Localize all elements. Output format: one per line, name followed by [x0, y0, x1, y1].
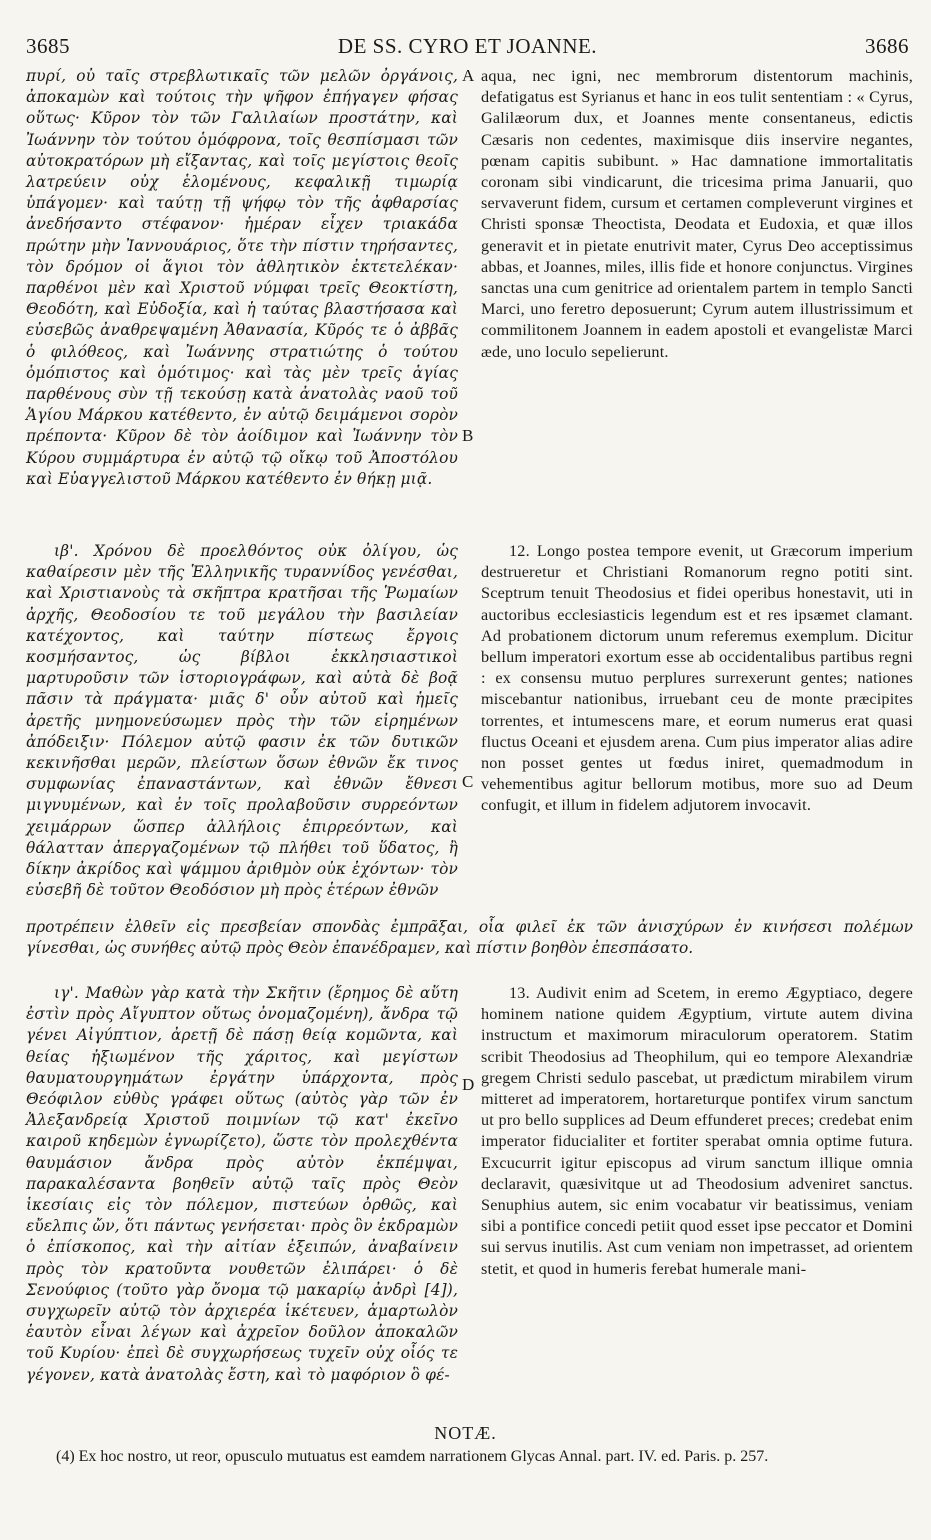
greek-column-section-2 — [26, 541, 458, 901]
margin-letter-a: A — [462, 66, 475, 85]
greek-column-section-3 — [26, 983, 458, 1386]
page-number-left: 3685 — [26, 34, 70, 58]
page-number-right: 3686 — [865, 34, 909, 58]
latin-paragraph: aqua, nec igni, nec membrorum distentorum machinis, defatigatus est Syrianus et hanc in eos tulit sententiam : « Cyrus, Galilæorum dux, et Joannes mente consentaneus, edictis Cæsaris non cedentes, maximisque diis inservire negantes, pœnam capitis subibunt. » Hac damnatione immortalitatis coronam sibi vindicarunt, die tricesima prima Januarii, quo servaverunt fidem, cursum et certamen compleverunt virgines et Christi sponsæ Theoctista, Deodata et Eudoxia, et quæ illos generavit et in pietate enutrivit mater, Cyrus Deo acceptissimus abbas, et Joannes, miles, illis fide et honore conjunctus. Virgines sanctas una cum genitrice ad orientalem partem in templo Sancti Marci, uno feretro deposuerunt; Cyrum autem illustrissimum et commilitonem Joannem in eadem apostoli et evangelistæ Marci æde, uno loculo sepelierunt. — [481, 67, 913, 361]
greek-column-section-1 — [26, 66, 458, 490]
greek-spanning-lines: προτρέπειν ἐλθεῖν εἰς πρεσβείαν σπονδὰς ἐμπρᾶξαι, οἷα φιλεῖ ἐκ τῶν ἀνισχύρων ἐν κινήσεσι πολέμων γίνεσθαι, ὡς συνήθες αὐτῷ πρὸς Θεὸν ἐπανέδραμεν, καὶ πίστιν βοηθὸν ἐπεσπάσατο. — [26, 918, 913, 958]
footnote: (4) Ex hoc nostro, ut reor, opusculo mutuatus est eamdem narrationem Glycas Annal. part. IV. ed. Paris. p. 257. — [56, 1448, 769, 1465]
margin-letter-d: D — [462, 1075, 475, 1094]
margin-letter-b: B — [462, 426, 474, 445]
latin-paragraph: 13. Audivit enim ad Scetem, in eremo Ægyptiaco, degere hominem natione quidem Ægyptium, virtute autem divina instructum et maximorum miraculorum operatorem. Statim scribit Theodosius ad Theophilum, qui eo tempore Alexandriæ gregem Christi sedulo pascebat, ut prædictum mirabilem virum mitteret ad imperatorem, hortareturque pontifex virum sanctum ut pro bello supplices ad Deum effunderet preces; credebat enim imperator fiducialiter et fortiter sperabat omnia optime futura. Excucurrit igitur episcopus ad virum sanctum illique omnia declaravit, quæsivitque ut ad Theodosium adveniret sanctus. Senuphius autem, sic enim vocabatur vir beatissimus, veniam sibi a pontifice concedi petiit quod esset ipse peccator et Domini sui servus inutilis. Ast cum veniam non impetrasset, ad orientem stetit, et quod in humeris ferebat humerale mani- — [481, 984, 913, 1278]
greek-paragraph: πυρί, οὐ ταῖς στρεβλωτικαῖς τῶν μελῶν ὀργάνοις, ἀποκαμὼν καὶ τούτοις τὴν ψῆφον ἐπήγαγεν φήσας οὕτως· Κῦρον τὸν τῶν Γαλιλαίων προστάτην, καὶ Ἰωάννην τὸν τούτου ὁμόφρονα, τοῖς θεσπίσμασι τῶν αὐτοκρατόρων μὴ εἴξαντας, καὶ τοῖς μεγίστοις θεοῖς λατρεύειν οὐχ ἑλομένους, κεφαλικῇ τιμωρίᾳ ὑπάγομεν· καὶ ταύτῃ τῇ ψήφῳ τὸν τῆς ἀφθαρσίας ἀνεδήσαντο στέφανον· ἡμέραν εἶχεν τριακάδα πρώτην μὴν Ἰαννουάριος, ὅτε τὴν πίστιν τηρήσαντες, τὸν δρόμον οἱ ἅγιοι τὸν ἀθλητικὸν ἐκτετελέκαν· παρθένοι μὲν καὶ Χριστοῦ νύμφαι τρεῖς Θεοκτίστη, Θεοδότη, καὶ Εὐδοξία, καὶ ἡ ταύτας βλαστήσασα καὶ εὐσεβῶς ἀναθρεψαμένη Ἀθανασία, Κῦρός τε ὁ ἀββᾶς ὁ φιλόθεος, καὶ Ἰωάννης στρατιώτης ὁ τούτου ὁμόπιστος καὶ ὁμότιμος· καὶ τὰς μὲν τρεῖς ἁγίας παρθένους σὺν τῇ τεκούσῃ κατὰ ἀνατολὰς ναοῦ τοῦ Ἁγίου Μάρκου κατέθεντο, ἐν αὐτῷ δειμάμενοι σορὸν πρέποντα· Κῦρον δὲ τὸν ἀοίδιμον καὶ Ἰωάννην τὸν Κύρου συμμάρτυρα ἐν αὐτῷ τῷ οἴκῳ τοῦ Ἀποστόλου καὶ Εὐαγγελιστοῦ Μάρκου κατέθεντο ἐν θήκῃ μιᾷ. — [26, 67, 458, 488]
latin-column-section-1 — [481, 66, 913, 363]
latin-paragraph: 12. Longo postea tempore evenit, ut Græcorum imperium destrueretur et Christiani Romanorum regno potiti sint. Sceptrum tenuit Theodosius et fidei operibus honestavit, uti in auctoribus ecclesiasticis legendum est et res ipsæmet clamant. Ad probationem dictorum unum referemus exemplum. Dicitur bellum imperatori exortum esse ab occidentalibus partibus regni : ex consensu mutuo perplures surrexerunt gentes; nationes miscebantur nationibus, irruebant ceu de monte præcipites torrentes, et intumescens mare, et eorum numerus erat quasi fluctus Oceani et ejusdem arena. Cum pius imperator alias adire non posset gentes ut fœdus iniret, quemadmodum in vehementibus agitur bellorum motibus, more suo ad Deum confugit, et illum in fidelem adjutorem invocavit. — [481, 542, 913, 815]
greek-paragraph: ιβ'. Χρόνου δὲ προελθόντος οὐκ ὀλίγου, ὡς καθαίρεσιν μὲν τῆς Ἑλληνικῆς τυραννίδος γενέσθαι, καὶ Χριστιανοὺς τὰ σκῆπτρα κρατῆσαι τῆς Ῥωμαίων ἀρχῆς, Θεοδοσίου τε τοῦ μεγάλου τὴν βασιλείαν κατέχοντος, καὶ ταύτην πίστεως ἔργοις κοσμήσαντος, ὡς βίβλοι ἐκκλησιαστικοὶ μαρτυροῦσιν τῶν ἱστοριογράφων, καὶ αὐτὰ δὲ βοᾷ πᾶσιν τὰ πράγματα· μιᾶς δ' οὖν αὐτοῦ καὶ ἡμεῖς ἀρετῆς μνημονεύσωμεν πρὸς τὴν τῶν εἰρημένων ἀπόδειξιν· Πόλεμον αὐτῷ φασιν ἐκ τῶν δυτικῶν κεκινῆσθαι μερῶν, πλείστων ὅσων ἐθνῶν ἔκ τινος συμφωνίας ἐπαναστάντων, καὶ ἐθνῶν ἔθνεσι μιγνυμένων, καὶ ἐν τοῖς προλαβοῦσιν συρρεόντων χειμάρρων ὥσπερ ἀλλήλοις ἐπιρρεόντων, καὶ θάλατταν ἀπεργαζομένων τῷ πλήθει τοῦ ὕδατος, ἢ δίκην ἀκρίδος καὶ ψάμμου ἀριθμὸν οὐκ ἐχόντων· τὸν εὐσεβῆ δὲ τοῦτον Θεοδόσιον μὴ πρὸς ἑτέρων ἐθνῶν — [26, 542, 458, 900]
greek-paragraph: ιγ'. Μαθὼν γὰρ κατὰ τὴν Σκῆτιν (ἔρημος δὲ αὕτη ἐστὶν πρὸς Αἴγυπτον οὕτως ὀνομαζομένη), ἄνδρα τῷ γένει Αἰγύπτιον, ἀρετῇ δὲ πάσῃ θείᾳ κομῶντα, καὶ θείας ἠξιωμένον τῆς χάριτος, καὶ μεγίστων θαυματουργημάτων ἐργάτην ὑπάρχοντα, πρὸς Θεόφιλον εὐθὺς γράφει οὕτως (αὐτὸς γὰρ τῶν ἐν Ἀλεξανδρείᾳ Χριστοῦ ποιμνίων τῷ κατ' ἐκεῖνο καιροῦ κηδεμὼν ἐγνωρίζετο), ὥστε τὸν προλεχθέντα θαυμάσιον ἄνδρα πρὸς αὐτὸν ἐκπέμψαι, παρακαλέσαντα βοηθεῖν αὐτῷ ταῖς πρὸς Θεὸν ἱκεσίαις εἰς τὸν πόλεμον, πιστεύων ὀρθῶς, καὶ εὔελπις ὤν, ὅτι πάντως γενήσεται· πρὸς ὃν ἐκδραμὼν ὁ ἐπίσκοπος, καὶ τὴν αἰτίαν ἐξειπών, ἀναβαίνειν πρὸς τὸν κρατοῦντα νουθετῶν ἐλιπάρει· ὁ δὲ Σενούφιος (τοῦτο γὰρ ὄνομα τῷ μακαρίῳ ἀνδρὶ [4]), συγχωρεῖν αὐτῷ τὸν ἀρχιερέα ἱκέτευεν, ἁμαρτωλὸν ἑαυτὸν εἶναι λέγων καὶ ἀχρεῖον δοῦλον ἀποκαλῶν τοῦ Κυρίου· ἐπεὶ δὲ συγχωρήσεως τυχεῖν οὐχ οἷός τε γέγονεν, κατὰ ἀνατολὰς ἔστη, καὶ τὸ μαφόριον ὃ φέ- — [26, 984, 458, 1384]
margin-letter-c: C — [462, 772, 474, 791]
notes-heading: NOTÆ. — [434, 1423, 497, 1443]
running-header — [26, 34, 909, 60]
running-title: DE SS. CYRO ET JOANNE. — [337, 34, 598, 58]
latin-column-section-3 — [481, 983, 913, 1280]
latin-column-section-2 — [481, 541, 913, 817]
